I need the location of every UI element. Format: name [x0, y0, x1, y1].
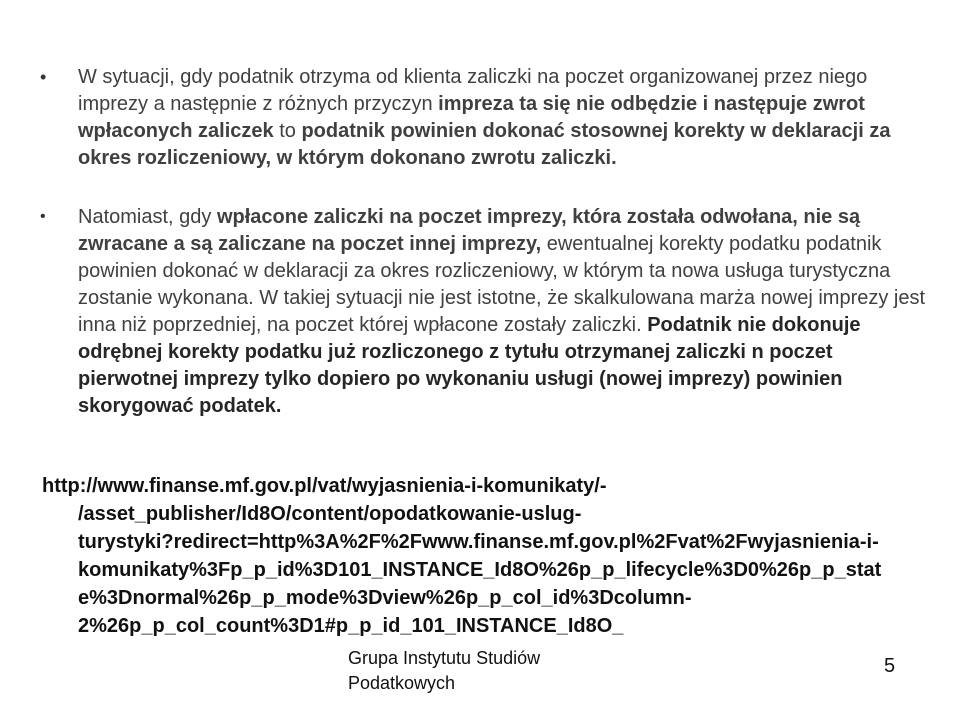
bullet-dot-icon: • — [40, 67, 47, 87]
bullet-2-text-part: Natomiast, gdy — [78, 206, 217, 228]
url-line[interactable]: komunikaty%3Fp_p_id%3D101_INSTANCE_Id8O%26p_p_lifecycle%3D0%26p_p_stat — [78, 559, 882, 581]
bullet-dot-icon: • — [40, 208, 46, 225]
footer-line-2: Podatkowych — [348, 673, 456, 693]
bullet-1-text-bold: impreza ta się nie odbędzie i następuje zwrot wpłaconych zaliczek — [78, 93, 865, 142]
url-line[interactable]: http://www.finanse.mf.gov.pl/vat/wyjasnienia-i-komunikaty/- — [42, 475, 607, 497]
bullet-2-text-part: ewentualnej korekty podatku podatnik powinien dokonać w deklaracji za okres rozliczeniowy, w którym ta nowa usługa turystyczna zostanie wykonana. W takiej sytuacji nie jest istotne, że skalkulowana marża nowej imprezy jest inna niż poprzedniej, na poczet której wpłacone zostały zaliczki. — [78, 233, 926, 336]
bullet-1-text-bold: podatnik powinien dokonać stosownej korekty w deklaracji za okres rozliczeniowy, w którym dokonano zwrotu zaliczki. — [78, 120, 891, 169]
page-number: 5 — [884, 655, 896, 677]
url-line[interactable]: e%3Dnormal%26p_p_mode%3Dview%26p_p_col_id%3Dcolumn- — [78, 587, 692, 609]
bullet-paragraph-2 — [40, 204, 938, 420]
bullet-2-text-emphasis: Podatnik nie dokonuje odrębnej korekty podatku już rozliczonego z tytułu otrzymanej zaliczki n poczet pierwotnej imprezy tylko dopiero po wykonaniu usługi (nowej imprezy) powinien skorygować podatek. — [78, 314, 861, 417]
url-line[interactable]: turystyki?redirect=http%3A%2F%2Fwww.finanse.mf.gov.pl%2Fvat%2Fwyjasnienia-i- — [78, 531, 879, 553]
footer-line-1: Grupa Instytutu Studiów — [348, 648, 541, 668]
footer-organization — [348, 646, 578, 696]
bullet-1-text-part: to — [273, 120, 302, 142]
url-line[interactable]: 2%26p_p_col_count%3D1#p_p_id_101_INSTANCE_Id8O_ — [78, 615, 624, 637]
url-line[interactable]: /asset_publisher/Id8O/content/opodatkowanie-uslug- — [78, 503, 582, 525]
source-url[interactable] — [42, 472, 942, 640]
bullet-1-text-part: W sytuacji, gdy podatnik otrzyma od klienta zaliczki na poczet organizowanej przez niego imprezy a następnie z różnych przyczyn — [78, 66, 868, 115]
bullet-2-text-bold: wpłacone zaliczki na poczet imprezy, która została odwołana, nie są zwracane a są zaliczane na poczet innej imprezy, — [78, 206, 861, 255]
bullet-paragraph-1 — [40, 64, 938, 172]
